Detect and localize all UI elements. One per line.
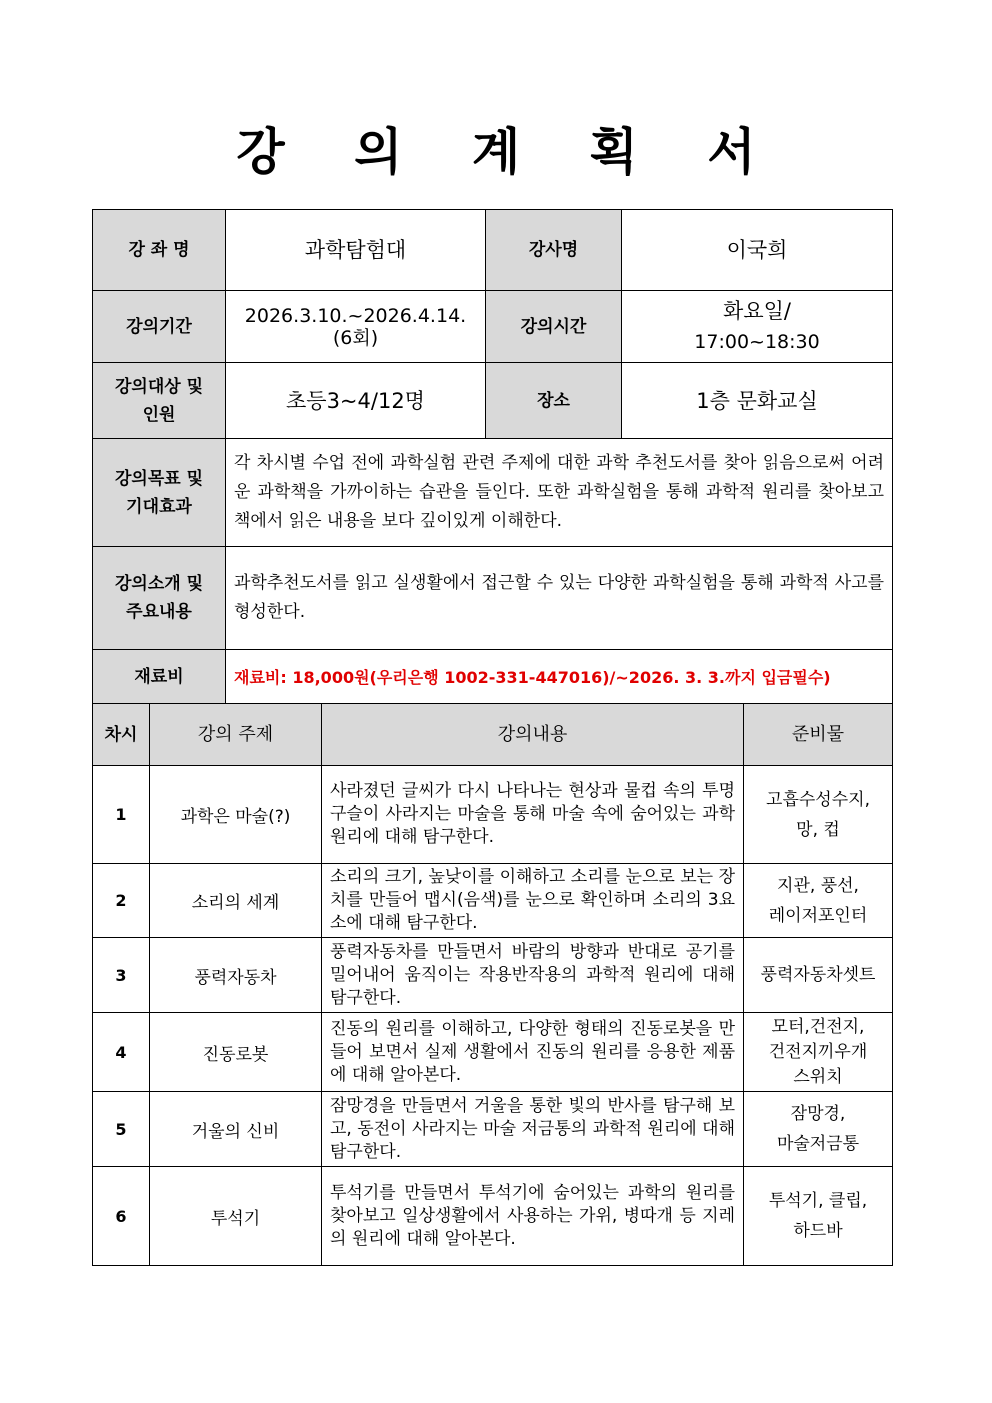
goal-label-line1: 강의목표 및 bbox=[114, 468, 204, 489]
materials-line: 투석기, 클립, bbox=[768, 1191, 868, 1211]
materials-line: 마술저금통 bbox=[776, 1134, 860, 1154]
time-day: 화요일/ bbox=[723, 298, 791, 323]
materials-line: 망, 컵 bbox=[796, 819, 840, 840]
period-dates: 2026.3.10.~2026.4.14. bbox=[244, 304, 467, 327]
materials-line: 고흡수성수지, bbox=[766, 789, 870, 810]
header-topic: 강의 주제 bbox=[150, 704, 322, 766]
session-materials bbox=[744, 938, 893, 1013]
session-content: 사라졌던 글씨가 다시 나타나는 현상과 물컵 속의 투명구슬이 사라지는 마술을 통해 마술 속에 숨어있는 과학원리에 대해 탐구한다. bbox=[322, 766, 744, 864]
place-label: 장소 bbox=[486, 363, 622, 439]
materials-line: 풍력자동차셋트 bbox=[760, 965, 876, 985]
materials-line: 레이저포인터 bbox=[768, 905, 868, 926]
target-label-line1: 강의대상 및 bbox=[114, 376, 204, 397]
time-label: 강의시간 bbox=[486, 291, 622, 363]
fee-label: 재료비 bbox=[93, 650, 226, 704]
course-label: 강 좌 명 bbox=[93, 210, 226, 291]
session-content: 진동의 원리를 이해하고, 다양한 형태의 진동로봇을 만들어 보면서 실제 생활에서 진동의 원리를 응용한 제품에 대해 알아본다. bbox=[322, 1013, 744, 1092]
session-materials bbox=[744, 864, 893, 938]
intro-label-line1: 강의소개 및 bbox=[114, 574, 204, 594]
table-row bbox=[93, 766, 893, 864]
materials-line: 스위치 bbox=[793, 1066, 843, 1087]
table-row bbox=[93, 864, 893, 938]
period-value bbox=[226, 291, 486, 363]
session-number: 4 bbox=[93, 1013, 150, 1092]
session-materials bbox=[744, 766, 893, 864]
session-materials bbox=[744, 1167, 893, 1266]
table-row bbox=[93, 1167, 893, 1266]
page-title: 강 의 계 획 서 bbox=[236, 123, 782, 181]
materials-line: 모터,건전지, bbox=[771, 1016, 865, 1037]
schedule-table bbox=[92, 703, 893, 1266]
course-value: 과학탐험대 bbox=[226, 210, 486, 291]
materials-line: 지관, 풍선, bbox=[777, 875, 859, 896]
place-value: 1층 문화교실 bbox=[622, 363, 893, 439]
session-topic: 풍력자동차 bbox=[150, 938, 322, 1013]
session-topic: 투석기 bbox=[150, 1167, 322, 1266]
instructor-label: 강사명 bbox=[486, 210, 622, 291]
intro-label bbox=[93, 547, 226, 650]
session-number: 6 bbox=[93, 1167, 150, 1266]
session-topic: 과학은 마술(?) bbox=[150, 766, 322, 864]
session-number: 1 bbox=[93, 766, 150, 864]
session-materials bbox=[744, 1013, 893, 1092]
target-value: 초등3~4/12명 bbox=[226, 363, 486, 439]
session-content: 투석기를 만들면서 투석기에 숨어있는 과학의 원리를 찾아보고 일상생활에서 사용하는 가위, 병따개 등 지레의 원리에 대해 알아본다. bbox=[322, 1167, 744, 1266]
time-hours: 17:00~18:30 bbox=[694, 330, 820, 353]
materials-line: 하드바 bbox=[793, 1221, 843, 1241]
time-value bbox=[622, 291, 893, 363]
session-materials bbox=[744, 1092, 893, 1167]
info-table bbox=[92, 209, 893, 704]
goal-label-line2: 기대효과 bbox=[126, 496, 192, 517]
session-content: 잠망경을 만들면서 거울을 통한 빛의 반사를 탐구해 보고, 동전이 사라지는 마술 저금통의 과학적 원리에 대해 탐구한다. bbox=[322, 1092, 744, 1167]
goal-value: 각 차시별 수업 전에 과학실험 관련 주제에 대한 과학 추천도서를 찾아 읽음으로써 어려운 과학책을 가까이하는 습관을 들인다. 또한 과학실험을 통해 과학적 원리를 찾아보고 책에서 읽은 내용을 보다 깊이있게 이해한다. bbox=[226, 439, 893, 547]
session-content: 소리의 크기, 높낮이를 이해하고 소리를 눈으로 보는 장치를 만들어 맵시(음색)를 눈으로 확인하며 소리의 3요소에 대해 탐구한다. bbox=[322, 864, 744, 938]
target-label bbox=[93, 363, 226, 439]
header-materials: 준비물 bbox=[744, 704, 893, 766]
session-topic: 진동로봇 bbox=[150, 1013, 322, 1092]
instructor-value: 이국희 bbox=[622, 210, 893, 291]
table-row bbox=[93, 1013, 893, 1092]
table-row bbox=[93, 1092, 893, 1167]
table-row bbox=[93, 938, 893, 1013]
session-topic: 소리의 세계 bbox=[150, 864, 322, 938]
goal-label bbox=[93, 439, 226, 547]
period-label: 강의기간 bbox=[93, 291, 226, 363]
fee-value: 재료비: 18,000원(우리은행 1002-331-447016)/~2026. 3. 3.까지 입금필수) bbox=[226, 650, 893, 704]
session-number: 5 bbox=[93, 1092, 150, 1167]
period-count: (6회) bbox=[332, 326, 379, 349]
target-label-line2: 인원 bbox=[142, 404, 176, 425]
header-content: 강의내용 bbox=[322, 704, 744, 766]
header-session: 차시 bbox=[93, 704, 150, 766]
session-topic: 거울의 신비 bbox=[150, 1092, 322, 1167]
session-content: 풍력자동차를 만들면서 바람의 방향과 반대로 공기를 밀어내어 움직이는 작용반작용의 과학적 원리에 대해 탐구한다. bbox=[322, 938, 744, 1013]
materials-line: 잠망경, bbox=[790, 1104, 846, 1124]
session-number: 2 bbox=[93, 864, 150, 938]
materials-line: 건전지끼우개 bbox=[768, 1041, 868, 1062]
session-number: 3 bbox=[93, 938, 150, 1013]
intro-value: 과학추천도서를 읽고 실생활에서 접근할 수 있는 다양한 과학실험을 통해 과학적 사고를 형성한다. bbox=[226, 547, 893, 650]
intro-label-line2: 주요내용 bbox=[126, 602, 192, 622]
